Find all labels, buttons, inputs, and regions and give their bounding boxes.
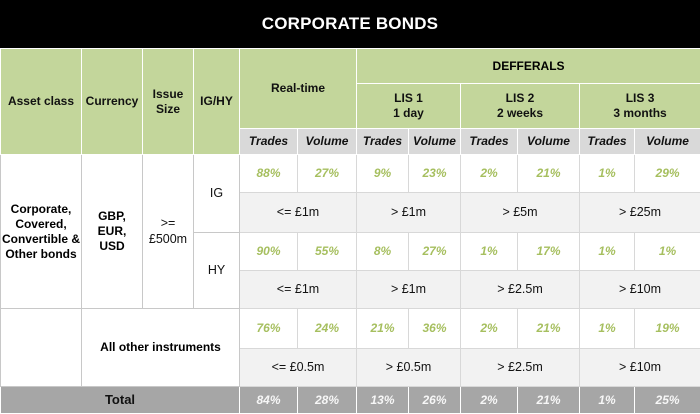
total-lis3-trades: 1% [580,387,635,414]
ig-lis1-trades: 9% [357,155,409,193]
ig-threshold-lis2: > £5m [461,193,580,233]
asset-class-line: Other bonds [1,247,81,262]
issue-size-line: >= [143,216,193,232]
hy-lis2-volume: 17% [518,233,580,271]
ig-threshold-lis3: > £25m [580,193,700,233]
asset-class-cell [1,155,82,309]
asset-class-line: Convertible & [1,232,81,247]
ig-lis3-volume: 29% [635,155,700,193]
ig-lis2-volume: 21% [518,155,580,193]
other-threshold-lis2: > £2.5m [461,349,580,387]
total-lis2-volume: 21% [518,387,580,414]
subheader-trades: Trades [580,129,635,155]
currency-line: GBP, [82,209,142,224]
hy-realtime-volume: 55% [298,233,357,271]
hy-lis1-volume: 27% [409,233,461,271]
other-threshold-lis1: > £0.5m [357,349,461,387]
total-lis2-trades: 2% [461,387,518,414]
subheader-trades: Trades [461,129,518,155]
ig-realtime-trades: 88% [240,155,298,193]
header-lis2-line2: 2 weeks [461,106,579,121]
all-other-instruments: All other instruments [82,309,240,387]
total-lis3-volume: 25% [635,387,700,414]
subheader-volume: Volume [409,129,461,155]
header-lis2 [461,84,580,129]
total-label: Total [1,387,240,414]
asset-class-line: Covered, [1,217,81,232]
header-issue-size-line1: Issue [143,87,193,102]
other-lis2-volume: 21% [518,309,580,349]
issue-size-line: £500m [143,232,193,248]
header-lis3 [580,84,700,129]
total-realtime-trades: 84% [240,387,298,414]
header-issue-size [143,49,194,155]
header-lis2-line1: LIS 2 [461,91,579,106]
subheader-volume: Volume [635,129,700,155]
header-lis3-line1: LIS 3 [580,91,700,106]
other-lis3-trades: 1% [580,309,635,349]
header-currency: Currency [82,49,143,155]
hy-threshold-realtime: <= £1m [240,271,357,309]
subheader-volume: Volume [518,129,580,155]
hy-lis3-trades: 1% [580,233,635,271]
header-real-time: Real-time [240,49,357,129]
hy-lis1-trades: 8% [357,233,409,271]
other-lis2-trades: 2% [461,309,518,349]
ig-label: IG [194,155,240,233]
currency-line: USD [82,239,142,254]
header-ig-hy: IG/HY [194,49,240,155]
other-threshold-realtime: <= £0.5m [240,349,357,387]
ig-threshold-realtime: <= £1m [240,193,357,233]
header-issue-size-line2: Size [143,102,193,117]
hy-threshold-lis1: > £1m [357,271,461,309]
subheader-trades: Trades [357,129,409,155]
other-realtime-trades: 76% [240,309,298,349]
hy-lis3-volume: 1% [635,233,700,271]
other-realtime-volume: 24% [298,309,357,349]
header-defferals: DEFFERALS [357,49,700,84]
hy-realtime-trades: 90% [240,233,298,271]
corporate-bonds-table [0,48,700,414]
hy-lis2-trades: 1% [461,233,518,271]
total-lis1-trades: 13% [357,387,409,414]
total-realtime-volume: 28% [298,387,357,414]
issue-size-cell [143,155,194,309]
other-threshold-lis3: > £10m [580,349,700,387]
header-lis3-line2: 3 months [580,106,700,121]
subheader-volume: Volume [298,129,357,155]
hy-threshold-lis2: > £2.5m [461,271,580,309]
hy-label: HY [194,233,240,309]
ig-threshold-lis1: > £1m [357,193,461,233]
other-lis1-trades: 21% [357,309,409,349]
total-lis1-volume: 26% [409,387,461,414]
ig-lis2-trades: 2% [461,155,518,193]
currency-cell [82,155,143,309]
other-lis3-volume: 19% [635,309,700,349]
ig-lis1-volume: 23% [409,155,461,193]
asset-class-line: Corporate, [1,202,81,217]
currency-line: EUR, [82,224,142,239]
hy-threshold-lis3: > £10m [580,271,700,309]
other-lis1-volume: 36% [409,309,461,349]
ig-lis3-trades: 1% [580,155,635,193]
header-lis1 [357,84,461,129]
header-lis1-line2: 1 day [357,106,460,121]
table-title: CORPORATE BONDS [0,0,700,48]
ig-realtime-volume: 27% [298,155,357,193]
header-asset-class: Asset class [1,49,82,155]
header-lis1-line1: LIS 1 [357,91,460,106]
subheader-trades: Trades [240,129,298,155]
asset-class-blank [1,309,82,387]
